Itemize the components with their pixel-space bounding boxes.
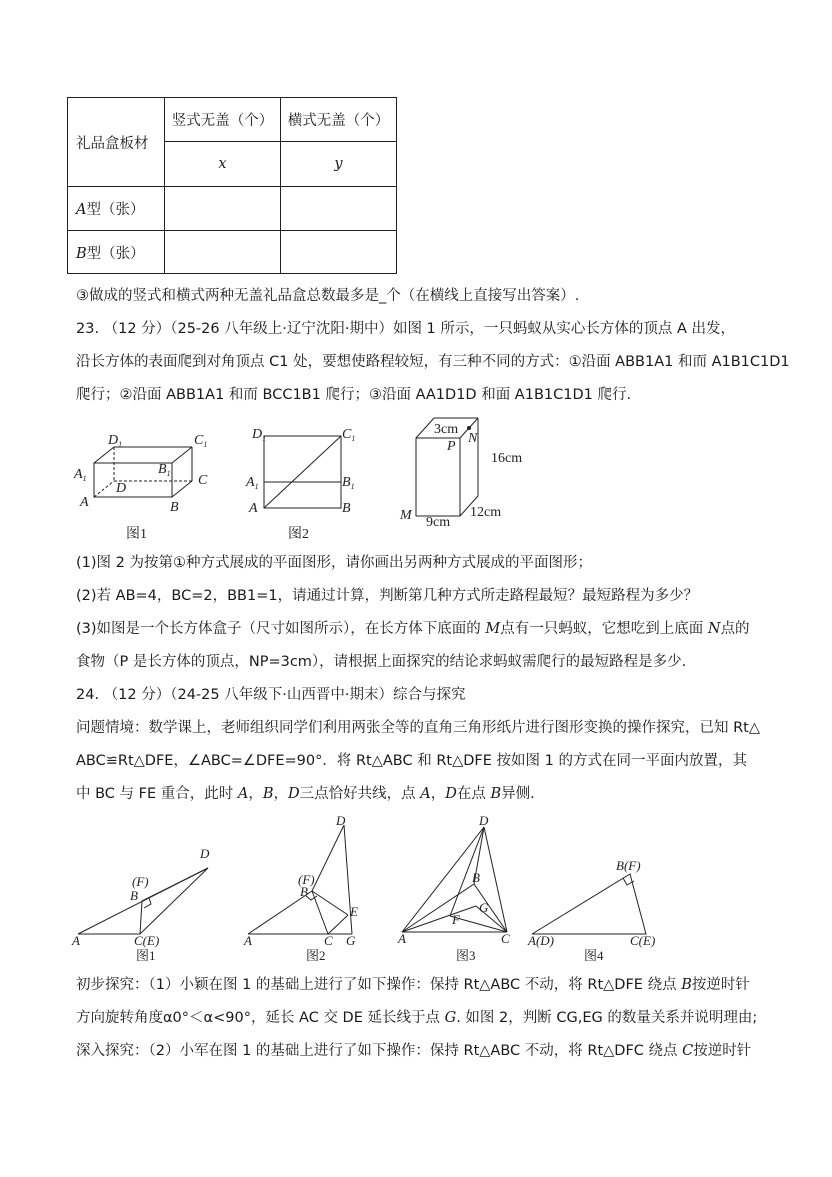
g3-label-G: G [479, 900, 489, 915]
text-line-3: 沿长方体的表面爬到对角顶点 C1 处，要想使路程较短，有三种不同的方式：①沿面 ABB1A1 和而 A1B1C1D1 [76, 354, 790, 370]
g1-label-A: A [72, 933, 80, 948]
unfolded-figure-2 [244, 424, 364, 546]
cell-a-y [281, 187, 397, 231]
g4-label-AD: A(D) [528, 933, 554, 948]
label-16cm: 16cm [491, 451, 523, 466]
g2-label-C: C [324, 933, 333, 948]
row-header-cell: 礼品盒板材 [68, 98, 165, 187]
text-line-4: 爬行；②沿面 ABB1A1 和而 BCC1B1 爬行；③沿面 AA1D1D 和面 A1B1C1D1 爬行. [76, 387, 632, 403]
text-line-12: 中 BC 与 FE 重合，此时 A，B，D三点恰好共线，点 A，D在点 B异侧. [76, 786, 535, 802]
label-12cm: 12cm [470, 505, 502, 520]
label-3cm: 3cm [434, 422, 459, 437]
label-9cm: 9cm [426, 515, 451, 530]
text-line-7: (3)如图是一个长方体盒子（尺寸如图所示），在长方体下底面的 M点有一只蚂蚁，它想吃到上底面 N点的 [76, 621, 750, 637]
q23-heading: 23. （12 分）（25-26 八年级上·辽宁沈阳·期中）如图 1 所示，一只蚂蚁从实心长方体的顶点 A 出发， [76, 321, 736, 337]
text-line-5: (1)图 2 为按第①种方式展成的平面图形，请你画出另两种方式展成的平面图形； [76, 555, 592, 571]
fig2-caption: 图2 [288, 527, 309, 542]
g3-label-D: D [479, 813, 489, 828]
fig1-caption: 图1 [126, 527, 147, 542]
q24-heading: 24. （12 分）（24-25 八年级下·山西晋中·期末）综合与探究 [76, 687, 466, 703]
cuboid-figure-1 [70, 430, 230, 548]
row-b-label: B型（张） [68, 231, 165, 274]
cell-b-y [281, 231, 397, 274]
box-dimensions-figure [396, 410, 536, 534]
g3-label-F: F [452, 912, 460, 927]
g1-label-CE: C(E) [134, 933, 160, 948]
label-M: M [400, 508, 412, 523]
fig1-label-C1: $C_1$ [194, 433, 208, 449]
g4-label-CE: C(E) [630, 933, 656, 948]
fig2-label-D1: $D_1$ [252, 427, 267, 443]
fig2-label-B1: $B_1$ [342, 475, 355, 491]
row-a-label: A型（张） [68, 187, 165, 231]
g2-label-E: E [350, 904, 358, 919]
fig2-label-A: A [249, 501, 258, 516]
g3-label-A: A [398, 931, 406, 946]
fig1-label-A: A [80, 495, 89, 510]
g1-label-F: (F) [132, 874, 149, 889]
text-line-6: (2)若 AB=4，BC=2，BB1=1，请通过计算，判断第几种方式所走路程最短？最短路程为多少？ [76, 588, 699, 604]
g2-label-D: D [336, 813, 346, 828]
g2-label-G: G [346, 933, 356, 948]
fig1-label-B: B [170, 500, 179, 515]
cell-a-x [165, 187, 281, 231]
col1-variable: x [165, 142, 281, 187]
text-line-1: ③做成的竖式和横式两种无盖礼品盒总数最多是_个（在横线上直接写出答案）. [76, 288, 580, 304]
g3-label-C: C [501, 931, 510, 946]
triangle-figures [70, 812, 770, 972]
g2-label-F: (F) [298, 872, 315, 887]
fig2-label-C1: $C_1$ [342, 427, 356, 443]
cell-b-x [165, 231, 281, 274]
label-N: N [468, 431, 478, 446]
g4-label-BF: B(F) [616, 858, 641, 873]
fig1-label-C: C [198, 473, 208, 488]
fig1-label-A1: $A_1$ [74, 467, 87, 483]
g1-label-D: D [200, 846, 210, 861]
text-line-11: ABC≌Rt△DFE，∠ABC=∠DFE=90°．将 Rt△ABC 和 Rt△DFE 按如图 1 的方式在同一平面内放置，其 [76, 753, 747, 769]
g2-label-B: B [300, 884, 308, 899]
g1-caption: 图1 [136, 948, 156, 963]
g1-label-B: B [130, 888, 138, 903]
text-line-15: 深入探究：（2）小军在图 1 的基础上进行了如下操作：保持 Rt△ABC 不动，将 Rt△DFC 绕点 C按逆时针 [76, 1043, 752, 1059]
g2-caption: 图2 [306, 948, 326, 963]
text-line-10: 问题情境：数学课上，老师组织同学们利用两张全等的直角三角形纸片进行图形变换的操作探究，已知 Rt△ [76, 720, 761, 736]
text-line-14: 方向旋转角度α0°＜α<90°，延长 AC 交 DE 延长线于点 G. 如图 2，判断 CG,EG 的数量关系并说明理由; [76, 1010, 758, 1026]
fig1-label-D1: $D_1$ [108, 433, 123, 449]
fig2-label-B: B [342, 501, 351, 516]
fig1-label-B1: $B_1$ [158, 462, 171, 478]
col2-variable: y [281, 142, 397, 187]
label-P: P [447, 439, 456, 454]
text-line-8: 食物（P 是长方体的顶点，NP=3cm），请根据上面探究的结论求蚂蚁需爬行的最短路程是多少. [76, 654, 687, 670]
fig2-label-A1: $A_1$ [246, 475, 259, 491]
fig1-label-D: D [116, 481, 127, 496]
col2-header: 横式无盖（个） [281, 98, 397, 142]
col1-header: 竖式无盖（个） [165, 98, 281, 142]
gift-box-table [67, 97, 397, 274]
g3-label-B: B [472, 870, 480, 885]
text-line-13: 初步探究：（1）小颖在图 1 的基础上进行了如下操作：保持 Rt△ABC 不动，将 Rt△DFE 绕点 B按逆时针 [76, 977, 750, 993]
g3-caption: 图3 [456, 948, 476, 963]
g4-caption: 图4 [584, 948, 604, 963]
g2-label-A: A [244, 933, 252, 948]
